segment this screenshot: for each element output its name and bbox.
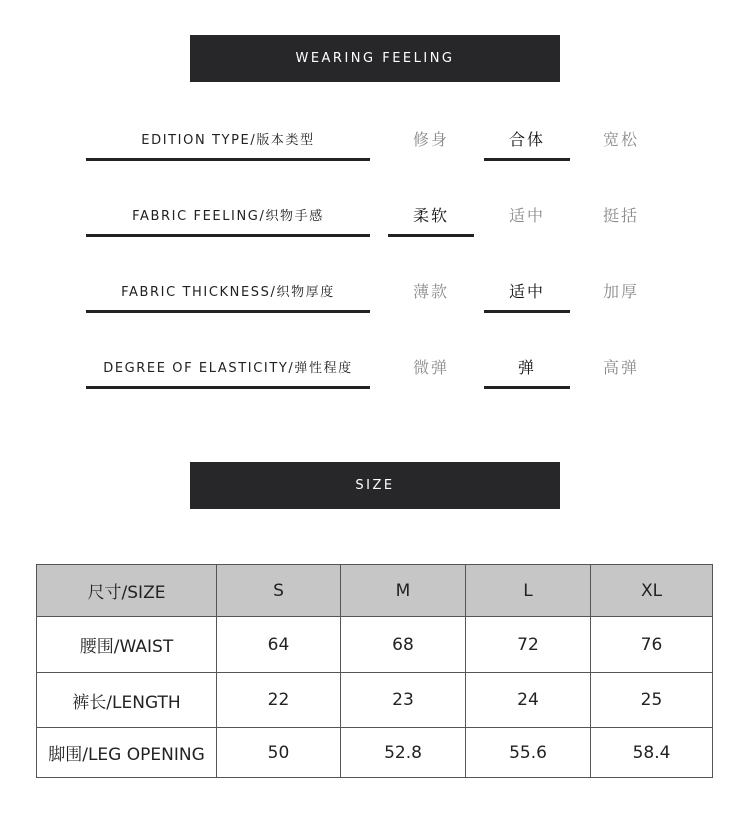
size-title: SIZE — [355, 478, 395, 493]
header-cell: 尺寸/SIZE — [37, 565, 217, 617]
attribute-label: DEGREE OF ELASTICITY/弹性程度 — [103, 360, 353, 376]
table-row — [37, 728, 713, 778]
wearing-feeling-title: WEARING FEELING — [295, 51, 455, 66]
table-cell: 50 — [217, 728, 341, 778]
wearing-feeling-banner — [190, 35, 560, 82]
attribute-row-edition-type — [0, 118, 750, 168]
attribute-row-elasticity — [0, 346, 750, 396]
attribute-label: EDITION TYPE/版本类型 — [141, 132, 315, 148]
table-cell: 68 — [341, 617, 466, 673]
table-cell: 23 — [341, 673, 466, 728]
table-cell: 72 — [466, 617, 591, 673]
table-cell: 58.4 — [591, 728, 713, 778]
attribute-label: FABRIC FEELING/织物手感 — [132, 208, 324, 224]
row-label: 裤长/LENGTH — [37, 673, 217, 728]
option-soft-selected: 柔软 — [412, 205, 449, 225]
attribute-label: FABRIC THICKNESS/织物厚度 — [121, 284, 335, 300]
option-loose: 宽松 — [602, 129, 639, 149]
row-label: 腰围/WAIST — [37, 617, 217, 673]
option-stiff: 挺括 — [602, 205, 639, 225]
option-thin: 薄款 — [412, 281, 449, 301]
attribute-underline — [86, 310, 370, 313]
header-cell: M — [341, 565, 466, 617]
table-row — [37, 617, 713, 673]
option-high-stretch: 高弹 — [602, 357, 639, 377]
option-moderate: 适中 — [508, 205, 545, 225]
table-cell: 24 — [466, 673, 591, 728]
option-slim: 修身 — [412, 129, 449, 149]
attribute-underline — [86, 158, 370, 161]
table-cell: 55.6 — [466, 728, 591, 778]
size-banner — [190, 462, 560, 509]
selected-underline — [484, 310, 570, 313]
size-table — [36, 564, 713, 778]
option-thick: 加厚 — [602, 281, 639, 301]
selected-underline — [388, 234, 474, 237]
option-medium-selected: 适中 — [508, 281, 545, 301]
row-label: 脚围/LEG OPENING — [37, 728, 217, 778]
header-cell: L — [466, 565, 591, 617]
attribute-row-fabric-feeling — [0, 194, 750, 244]
table-cell: 25 — [591, 673, 713, 728]
header-cell: S — [217, 565, 341, 617]
attribute-row-fabric-thickness — [0, 270, 750, 320]
header-cell: XL — [591, 565, 713, 617]
option-slight-stretch: 微弹 — [412, 357, 449, 377]
table-cell: 76 — [591, 617, 713, 673]
selected-underline — [484, 386, 570, 389]
attribute-underline — [86, 386, 370, 389]
table-cell: 64 — [217, 617, 341, 673]
attribute-underline — [86, 234, 370, 237]
selected-underline — [484, 158, 570, 161]
table-cell: 22 — [217, 673, 341, 728]
option-regular-selected: 合体 — [508, 129, 545, 149]
table-cell: 52.8 — [341, 728, 466, 778]
table-header-row — [37, 565, 713, 617]
option-stretch-selected: 弹 — [517, 357, 536, 377]
table-row — [37, 673, 713, 728]
